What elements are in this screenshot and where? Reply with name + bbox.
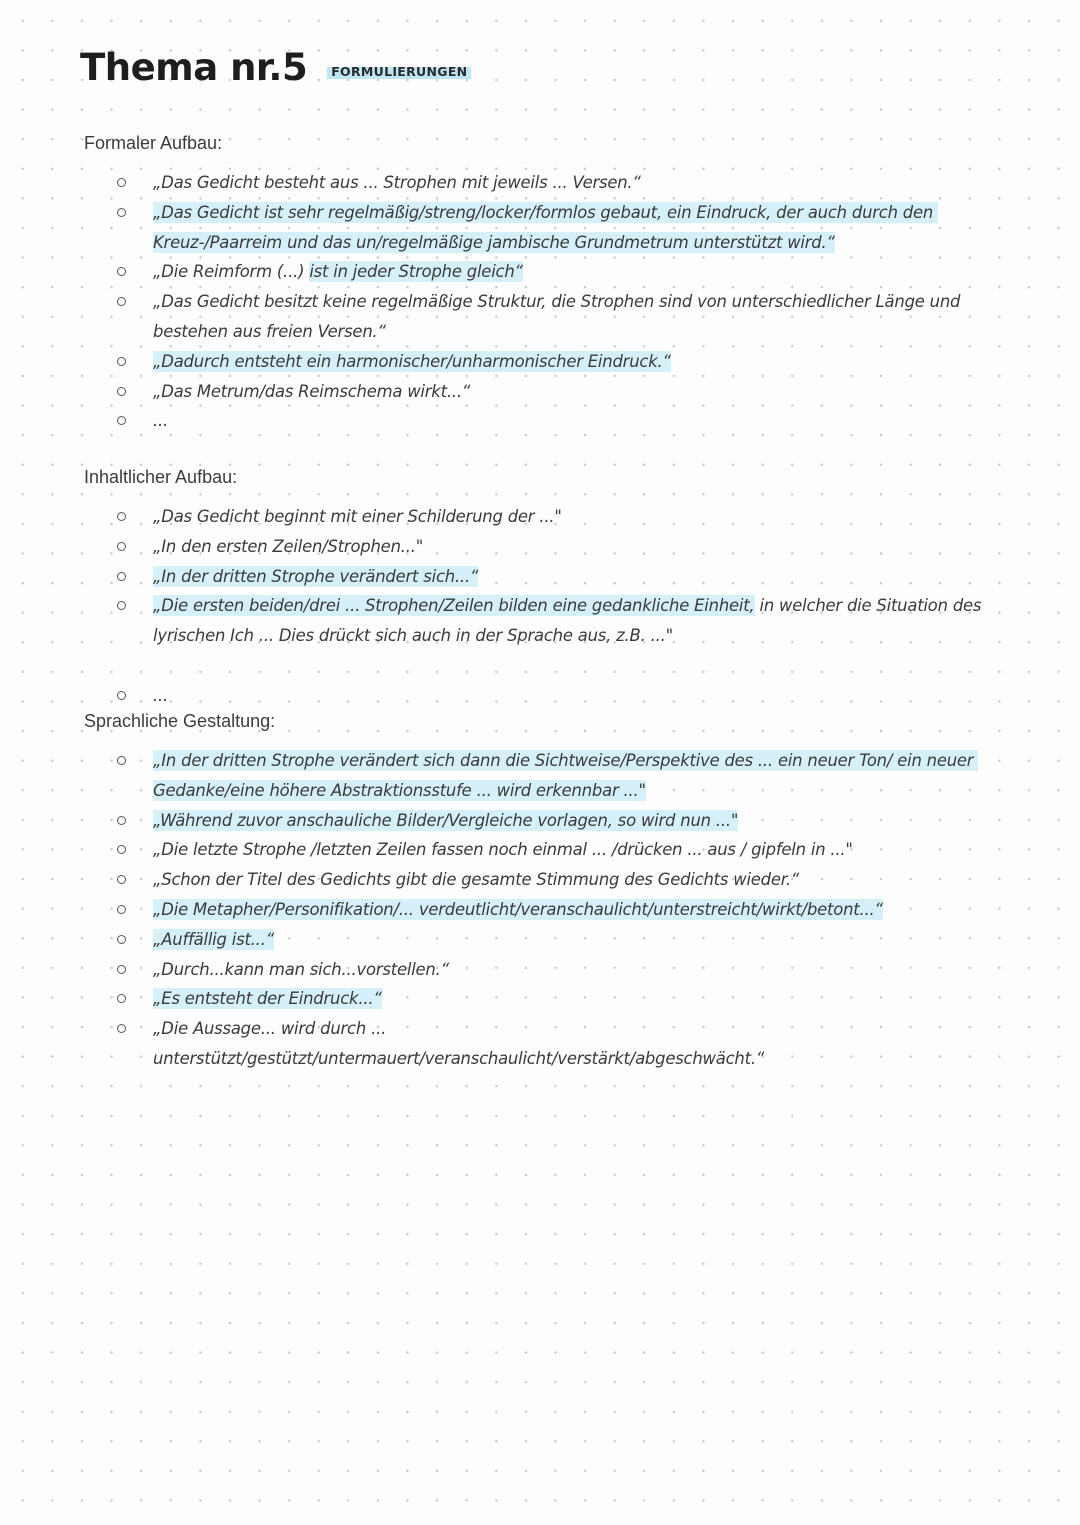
phrase-text — [153, 202, 938, 253]
plain-text: ... — [153, 411, 169, 431]
list-item — [84, 925, 984, 955]
phrase-text — [153, 173, 641, 192]
phrase-text — [153, 929, 274, 950]
section-inhaltlicher-aufbau — [84, 467, 987, 711]
highlighted-text: „In der dritten Strophe verändert sich...“ — [153, 566, 479, 586]
phrase-text — [153, 988, 382, 1009]
highlighted-text: „Die Metapher/Personifikation/... verdeutlicht/veranschaulicht/unterstreicht/wirkt/betont...“ — [153, 899, 883, 919]
phrase-text — [153, 351, 671, 372]
list-item — [84, 984, 984, 1014]
list-item — [84, 591, 987, 651]
plain-text: „Das Gedicht besteht aus ... Strophen mit jeweils ... Versen.“ — [153, 173, 641, 192]
plain-text: „Schon der Titel des Gedichts gibt die gesamte Stimmung des Gedichts wieder.“ — [153, 870, 800, 890]
bullet-circle-icon — [117, 905, 126, 914]
phrase-text — [153, 960, 449, 979]
list-item — [84, 168, 984, 198]
plain-text: „Die Reimform (...) — [153, 262, 310, 282]
highlighted-text: „Es entsteht der Eindruck...“ — [153, 989, 382, 1009]
list-item — [84, 502, 984, 532]
plain-text: „Die Aussage... wird durch ... unterstützt/gestützt/untermauert/veranschaulicht/verstärkt/abgeschwächt.“ — [153, 1019, 765, 1068]
phrase-text — [153, 261, 523, 282]
list-item — [84, 377, 984, 407]
highlighted-text: ist in jeder Strophe gleich“ — [309, 262, 523, 282]
list-item — [84, 347, 984, 377]
bullet-circle-icon — [117, 572, 126, 581]
phrase-text — [153, 537, 423, 556]
plain-text: „Das Metrum/das Reimschema wirkt...“ — [153, 381, 471, 401]
phrase-text — [153, 507, 562, 526]
phrase-list — [84, 168, 984, 436]
highlighted-text: „Auffällig ist...“ — [153, 929, 274, 949]
list-item — [84, 562, 984, 592]
list-item — [84, 287, 984, 347]
phrase-text — [153, 566, 478, 587]
section-heading: Formaler Aufbau: — [84, 133, 223, 153]
bullet-circle-icon — [117, 512, 126, 521]
bullet-circle-icon — [117, 416, 126, 425]
highlighted-text: „Während zuvor anschauliche Bilder/Vergleiche vorlagen, so wird nun ..." — [153, 810, 739, 830]
list-item — [84, 955, 984, 985]
phrase-text — [153, 686, 168, 705]
section-heading: Inhaltlicher Aufbau: — [84, 467, 238, 487]
bullet-circle-icon — [117, 845, 126, 854]
phrase-text — [153, 411, 168, 430]
list-item — [84, 257, 984, 287]
bullet-circle-icon — [117, 208, 126, 217]
highlighted-text: „Das Gedicht ist sehr regelmäßig/streng/locker/formlos gebaut, ein Eindruck, der auch durch den Kreuz-/Paarreim und das un/regelmäßige jambische Grundmetrum unterstützt wird.“ — [153, 202, 939, 252]
bullet-circle-icon — [117, 178, 126, 187]
list-item — [84, 406, 984, 436]
plain-text: „Das Gedicht beginnt mit einer Schilderung der ..." — [153, 507, 562, 526]
title-tag: FORMULIERUNGEN — [327, 61, 471, 81]
plain-text: ... — [153, 685, 169, 705]
bullet-circle-icon — [117, 387, 126, 396]
phrase-text — [153, 899, 883, 920]
bullet-circle-icon — [117, 297, 126, 306]
section-heading: Sprachliche Gestaltung: — [84, 711, 276, 731]
phrase-list — [84, 746, 984, 1074]
phrase-list — [84, 502, 987, 711]
highlighted-text: „Dadurch entsteht ein harmonischer/unharmonischer Eindruck.“ — [153, 351, 671, 371]
plain-text: „Das Gedicht besitzt keine regelmäßige Struktur, die Strophen sind von unterschiedlicher Länge und bestehen aus freien Versen.“ — [153, 292, 966, 341]
page-title — [80, 46, 471, 89]
bullet-circle-icon — [117, 542, 126, 551]
plain-text: „In den ersten Zeilen/Strophen..." — [153, 536, 424, 556]
section-formaler-aufbau — [84, 133, 984, 436]
highlighted-text: „Die ersten beiden/drei ... Strophen/Zeilen bilden eine gedankliche Einheit, — [153, 596, 755, 616]
phrase-text — [153, 1019, 764, 1068]
list-item — [84, 746, 984, 806]
bullet-circle-icon — [117, 357, 126, 366]
bullet-circle-icon — [117, 875, 126, 884]
bullet-circle-icon — [117, 935, 126, 944]
bullet-circle-icon — [117, 756, 126, 765]
plain-text: „Die letzte Strophe /letzten Zeilen fassen noch einmal ... /drücken ... aus / gipfeln in ..." — [153, 840, 853, 860]
list-spacer — [84, 651, 984, 681]
phrase-text — [153, 595, 986, 645]
list-item — [84, 895, 984, 925]
bullet-circle-icon — [117, 691, 126, 700]
list-item — [84, 681, 984, 711]
phrase-text — [153, 292, 965, 341]
bullet-circle-icon — [117, 994, 126, 1003]
phrase-text — [153, 750, 978, 801]
highlighted-text: „In der dritten Strophe verändert sich dann die Sichtweise/Perspektive des ... ein neuer Ton/ ein neuer Gedanke/eine höhere Abstraktionsstufe ... wird erkennbar ..." — [153, 751, 979, 800]
bullet-circle-icon — [117, 1024, 126, 1033]
bullet-circle-icon — [117, 816, 126, 825]
phrase-text — [153, 382, 470, 401]
plain-text: „Durch...kann man sich...vorstellen.“ — [153, 959, 449, 979]
list-item — [84, 806, 984, 836]
plain-text: in welcher die Situation des lyrischen Ich ... Dies drückt sich auch in der Sprache aus, z.B. ..." — [153, 596, 987, 646]
title-main: Thema nr.5 — [80, 46, 308, 89]
bullet-circle-icon — [117, 267, 126, 276]
list-item — [84, 835, 984, 865]
phrase-text — [153, 840, 853, 859]
bullet-circle-icon — [117, 965, 126, 974]
list-item — [84, 532, 984, 562]
section-sprachliche-gestaltung — [84, 711, 984, 1074]
list-item — [84, 865, 984, 895]
bullet-circle-icon — [117, 601, 126, 610]
phrase-text — [153, 810, 738, 831]
list-item — [84, 198, 984, 258]
list-item — [84, 1014, 984, 1074]
phrase-text — [153, 870, 799, 889]
